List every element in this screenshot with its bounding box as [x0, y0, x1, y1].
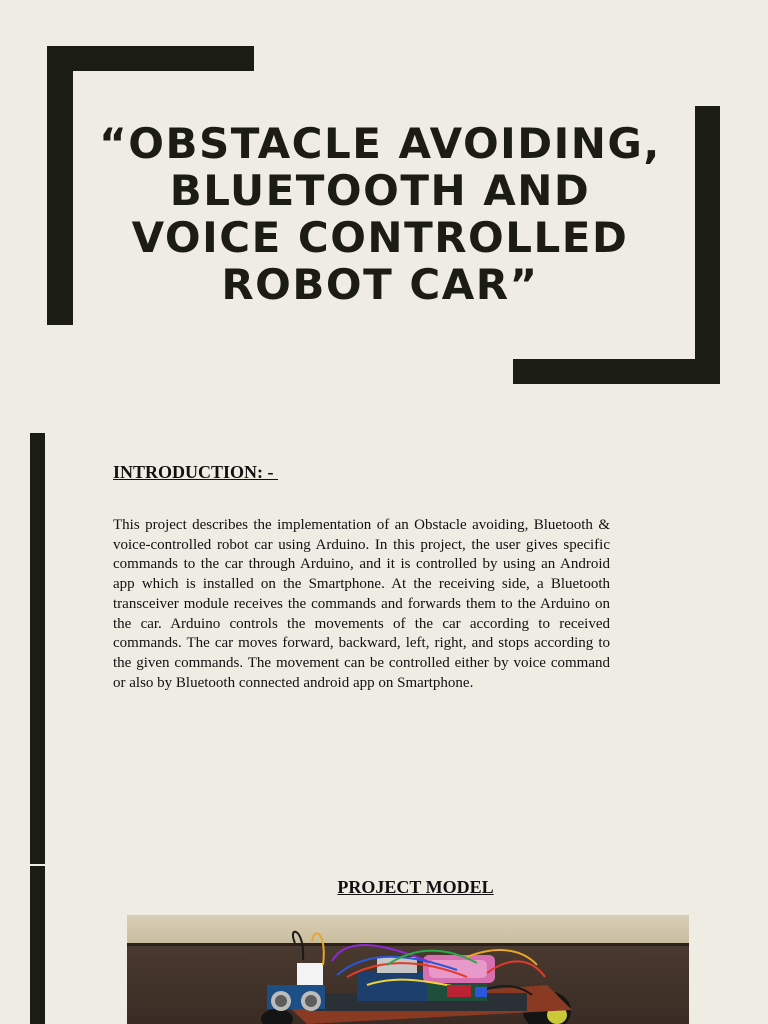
project-model-heading: PROJECT MODEL	[337, 877, 494, 897]
slide-title: “OBSTACLE AVOIDING, BLUETOOTH AND VOICE CONTROLLED ROBOT CAR”	[99, 119, 661, 309]
left-accent-bar	[30, 433, 45, 1024]
introduction-paragraph: This project describes the implementation of an Obstacle avoiding, Bluetooth & voice-controlled robot car using Arduino. In this project, the user gives specific commands to the car through Arduino, and it is controlled by using an Android app which is installed on the Smartphone. At the receiving side, a Bluetooth transceiver module receives the commands and forwards them to the Arduino on the car. Arduino controls the movements of the car according to received commands. The car moves forward, backward, left, right, and stops according to the given commands. The movement can be controlled either by voice command or also by Bluetooth connected android app on Smartphone.	[113, 517, 610, 691]
bracket-top-left-horizontal	[47, 46, 254, 71]
bracket-bottom-right-horizontal	[513, 359, 720, 384]
introduction-heading: INTRODUCTION: -	[113, 462, 279, 482]
bracket-bottom-right-vertical	[695, 106, 720, 384]
robot-car-photo	[127, 915, 689, 1024]
bracket-top-left-vertical	[47, 46, 73, 325]
accent-bar-divider	[30, 864, 45, 866]
